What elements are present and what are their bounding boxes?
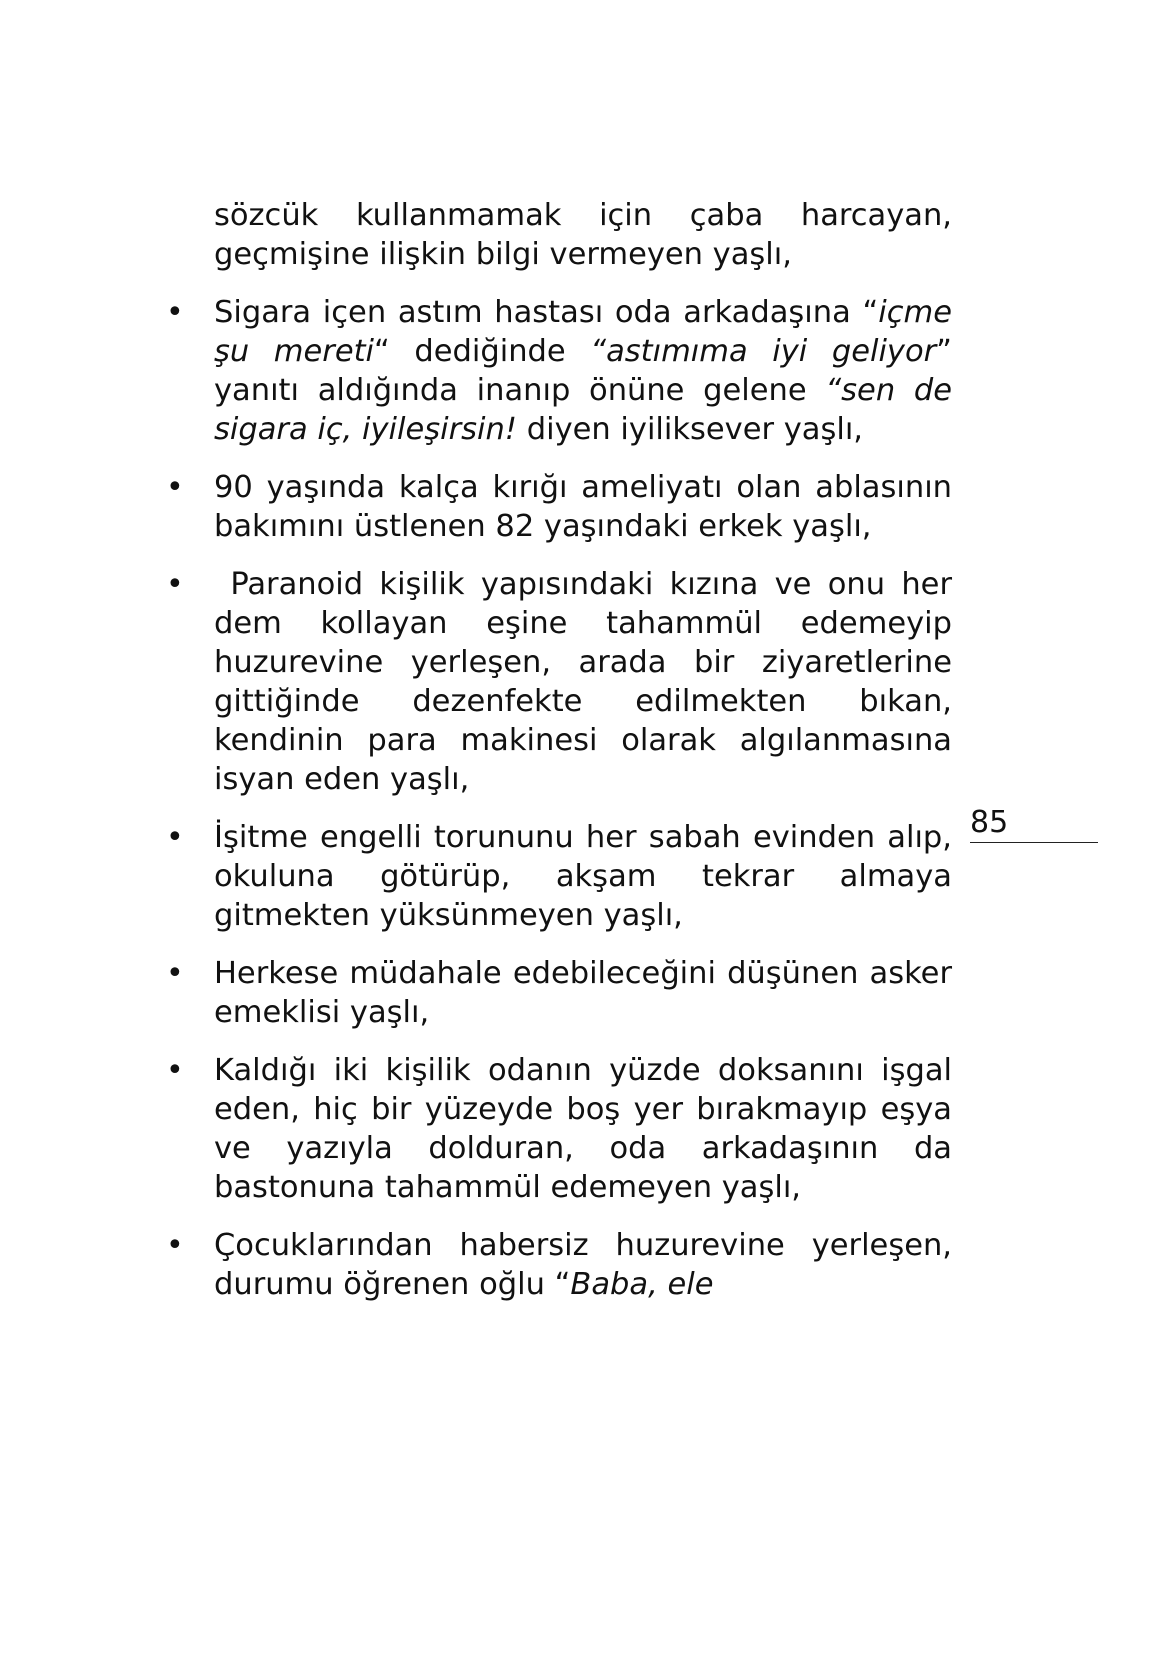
list-item [166, 468, 952, 546]
list-item [166, 565, 952, 799]
bullet-icon: • [166, 1053, 184, 1088]
text-run: Herkese müdahale edebileceğini düşünen asker emeklisi yaşlı, [214, 956, 952, 1030]
list-item [166, 293, 952, 449]
italic-quote: “astımıma iyi geliyor [590, 334, 937, 369]
bullet-icon: • [166, 295, 184, 330]
text-run: İşitme engelli torununu her sabah evinden alıp, okuluna götürüp, akşam tekrar almaya gitmekten yüksünmeyen yaşlı, [214, 820, 952, 933]
text-run: Sigara içen astım hastası oda arkadaşına “ [214, 295, 879, 330]
list-item [166, 954, 952, 1032]
bullet-list [166, 293, 952, 1304]
bullet-icon: • [166, 470, 184, 505]
page-number: 85 [970, 805, 1009, 840]
list-item-text [214, 818, 952, 935]
bullet-icon: • [166, 567, 184, 602]
italic-quote: içme şu mereti [214, 295, 952, 369]
bullet-icon: • [166, 956, 184, 991]
body-text [166, 196, 952, 1304]
intro-paragraph: sözcük kullanmamak için çaba harcayan, geçmişine ilişkin bilgi vermeyen yaşlı, [214, 198, 952, 272]
list-item [166, 1226, 952, 1304]
italic-quote: Baba, ele [570, 1267, 714, 1302]
list-item-text [214, 565, 952, 799]
text-run: “ dediğinde [374, 334, 591, 369]
bullet-icon: • [166, 1228, 184, 1263]
text-run: ” yanıtı aldığında inanıp önüne gelene [214, 334, 952, 408]
list-item-text [214, 954, 952, 1032]
italic-quote: “sen de sigara iç, iyileşirsin! [214, 373, 952, 447]
text-run: diyen iyiliksever yaşlı, [517, 412, 864, 447]
text-run: Paranoid kişilik yapısındaki kızına ve onu her dem kollayan eşine tahammül edemeyip huzurevine yerleşen, arada bir ziyaretlerine gittiğinde dezenfekte edilmekten bıkan, kendinin para makinesi olarak algılanmasına isyan eden yaşlı, [214, 567, 952, 797]
list-item-text [214, 1051, 952, 1207]
text-run: Kaldığı iki kişilik odanın yüzde doksanını işgal eden, hiç bir yüzeyde boş yer bırakmayıp eşya ve yazıyla dolduran, oda arkadaşının da bastonuna tahammül edemeyen yaşlı, [214, 1053, 952, 1205]
list-item-text [214, 1226, 952, 1304]
list-item [166, 818, 952, 935]
list-item [166, 1051, 952, 1207]
bullet-icon: • [166, 820, 184, 855]
list-item-text [214, 468, 952, 546]
page-number-rule [970, 842, 1098, 843]
text-run: 90 yaşında kalça kırığı ameliyatı olan ablasının bakımını üstlenen 82 yaşındaki erkek yaşlı, [214, 470, 952, 544]
list-item-text [214, 293, 952, 449]
text-run: Çocuklarından habersiz huzurevine yerleşen, durumu öğrenen oğlu “ [214, 1228, 952, 1302]
